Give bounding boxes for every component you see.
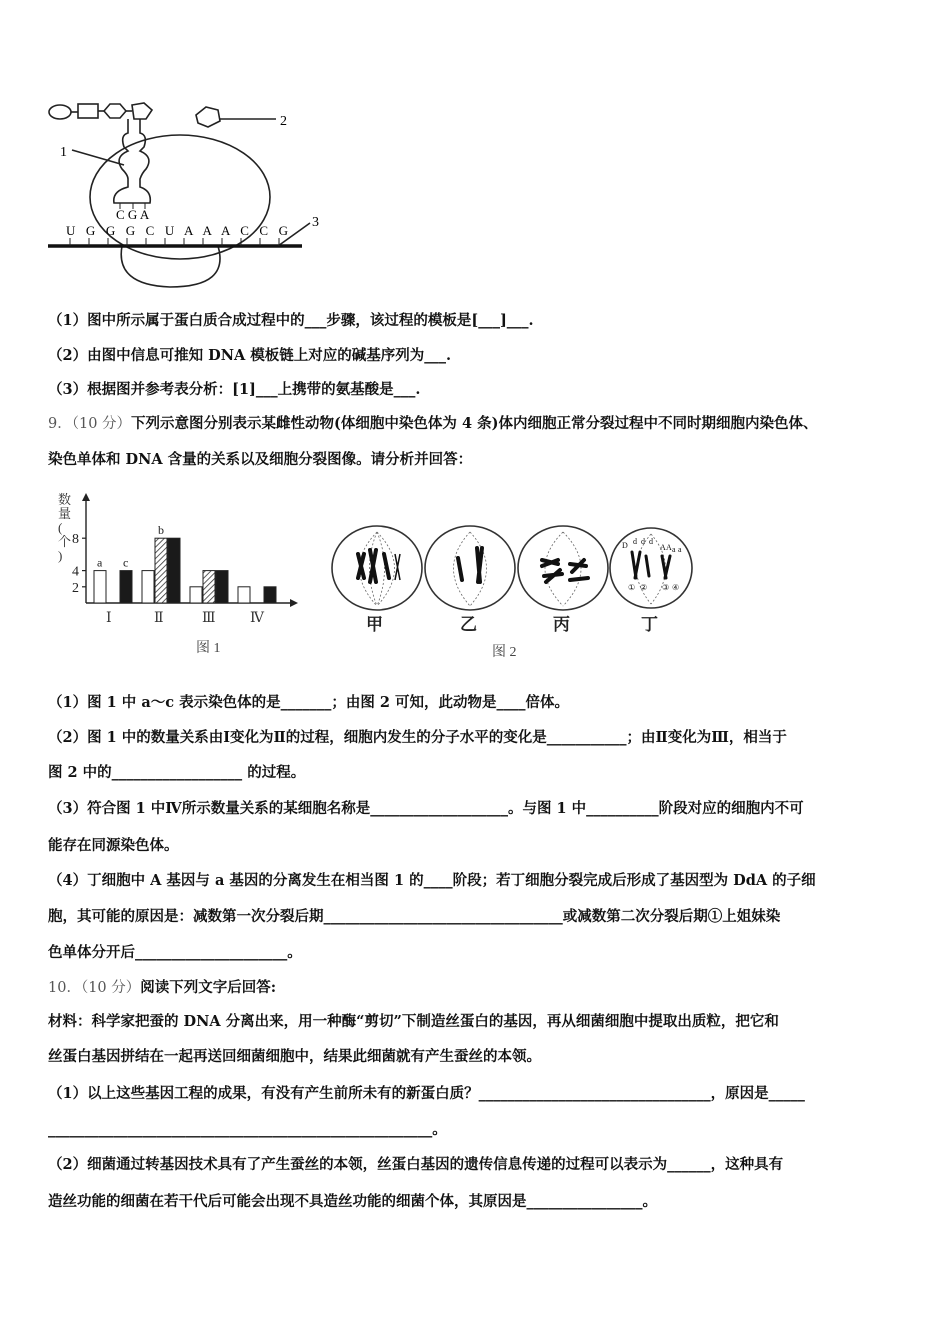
svg-text:A: A <box>660 543 666 552</box>
y-label-char: 个 <box>58 534 72 549</box>
q9-intro-1: 下列示意图分别表示某雌性动物(体细胞中染色体为 4 条)体内细胞正常分裂过程中不同时期细胞内染色体、 <box>131 415 818 432</box>
label-2: 2 <box>280 114 287 129</box>
bar-b-3 <box>203 571 215 603</box>
svg-text:a: a <box>672 545 676 554</box>
q9-score: （10 分） <box>71 416 132 432</box>
q9-number: 9． <box>48 416 72 432</box>
svg-text:a: a <box>678 545 682 554</box>
q9-part-4-line-1: （4）丁细胞中 A 基因与 a 基因的分离发生在相当图 1 的____阶段；若丁细胞分裂完成后形成了基因型为 DdA 的子细 <box>48 872 816 889</box>
amino-acid-3 <box>104 104 126 118</box>
svg-text:d: d <box>649 537 653 546</box>
svg-text:d: d <box>633 537 637 546</box>
series-label-b: b <box>158 523 164 538</box>
q10-number: 10． <box>48 980 81 996</box>
category-label: Ⅰ <box>106 611 112 626</box>
svg-text:③: ③ <box>662 583 670 592</box>
bar-a-3 <box>190 587 202 603</box>
q10-part-1-line-1: （1）以上这些基因工程的成果，有没有产生前所未有的新蛋白质？________________________________，原因是_____ <box>48 1085 805 1102</box>
mrna-sequence: U G G G C U A A A C C G <box>66 223 288 238</box>
category-label: Ⅱ <box>154 611 164 626</box>
amino-acid-1 <box>49 105 71 119</box>
svg-text:④: ④ <box>672 583 680 592</box>
q8-part-1: （1）图中所示属于蛋白质合成过程中的___步骤，该过程的模板是[___]___. <box>48 312 534 329</box>
svg-text:d: d <box>641 537 645 546</box>
svg-text:D: D <box>622 541 628 550</box>
q10-title: 阅读下列文字后回答: <box>140 979 277 996</box>
trna <box>114 119 151 203</box>
cell-label-bing: 丙 <box>553 615 570 634</box>
q10-material-line-2: 丝蛋白基因拼结在一起再送回细菌细胞中，结果此细菌就有产生蚕丝的本领。 <box>48 1048 541 1065</box>
translation-diagram <box>40 95 340 295</box>
amino-acid-2 <box>78 104 98 118</box>
q10-part-1-line-2: _____________________________________________________。 <box>48 1121 447 1138</box>
bar-c-3 <box>216 571 228 603</box>
figure-2-caption: 图 2 <box>492 645 517 660</box>
amino-acid-4 <box>132 103 152 119</box>
q9-part-2-line-1: （2）图 1 中的数量关系由Ⅰ变化为Ⅱ的过程，细胞内发生的分子水平的变化是___________；由Ⅱ变化为Ⅲ，相当于 <box>48 729 787 746</box>
y-axis-label <box>58 492 71 563</box>
q9-part-4-line-2: 胞，其可能的原因是：减数第一次分裂后期_________________________________或减数第二次分裂后期①上姐妹染 <box>48 908 781 925</box>
category-label: Ⅲ <box>202 611 216 626</box>
bar-a-1 <box>94 571 106 603</box>
bar-c-2 <box>168 538 180 603</box>
q10-header <box>48 978 276 998</box>
cell-jia-chromosomes <box>358 550 389 582</box>
label-3: 3 <box>312 215 319 230</box>
label-1: 1 <box>60 145 67 160</box>
bar-c-1 <box>120 571 132 603</box>
bar-b-2 <box>155 538 167 603</box>
bar-c-4 <box>264 587 276 603</box>
cell-label-yi: 乙 <box>460 615 477 634</box>
ribosome-small-subunit <box>121 246 220 287</box>
y-label-char: ( <box>58 520 63 535</box>
q8-part-3: （3）根据图并参考表分析：[1]___上携带的氨基酸是___. <box>48 381 421 398</box>
category-label: Ⅳ <box>250 611 264 626</box>
y-tick-label: 4 <box>72 564 79 580</box>
x-axis-arrow <box>290 599 298 607</box>
y-label-char: 数 <box>58 492 72 507</box>
y-tick-label: 2 <box>72 580 79 596</box>
q9-intro-2: 染色单体和 DNA 含量的关系以及细胞分裂图像。请分析并回答： <box>48 451 473 468</box>
svg-text:A: A <box>666 543 672 552</box>
bar-a-4 <box>238 587 250 603</box>
svg-text:①: ① <box>628 583 636 592</box>
cell-yi-outline <box>425 526 515 610</box>
amino-acid-free <box>196 107 220 127</box>
bar-a-2 <box>142 571 154 603</box>
q9-part-1: （1）图 1 中 a～c 表示染色体的是_______；由图 2 可知，此动物是____倍体。 <box>48 694 570 711</box>
ribosome-large-subunit <box>90 135 270 259</box>
cell-ding-chromosomes <box>632 552 670 578</box>
q10-part-2-line-2: 造丝功能的细菌在若干代后可能会出现不具造丝功能的细菌个体，其原因是________________。 <box>48 1193 657 1210</box>
cell-yi-chromosomes <box>458 548 482 582</box>
y-tick-label: 8 <box>72 532 79 548</box>
q9-part-3-line-1: （3）符合图 1 中Ⅳ所示数量关系的某细胞名称是___________________。与图 1 中__________阶段对应的细胞内不可 <box>48 800 804 817</box>
figure-1-caption: 图 1 <box>196 641 221 656</box>
y-label-char: ) <box>58 548 63 563</box>
cell-label-jia: 甲 <box>366 615 383 634</box>
cell-bing-outline <box>518 526 608 610</box>
q8-part-2: （2）由图中信息可推知 DNA 模板链上对应的碱基序列为___. <box>48 347 452 364</box>
y-label-char: 量 <box>58 506 72 521</box>
q9-part-4-line-3: 色单体分开后_____________________。 <box>48 944 302 961</box>
q10-material-line-1: 材料：科学家把蚕的 DNA 分离出来，用一种酶“剪切”下制造丝蛋白的基因，再从细菌细胞中提取出质粒，把它和 <box>48 1013 779 1030</box>
q9-header <box>48 414 817 434</box>
cell-label-ding: 丁 <box>641 615 658 634</box>
anticodon: C G A <box>116 207 150 222</box>
figure-2-cell-images <box>322 520 702 665</box>
svg-text:②: ② <box>640 583 648 592</box>
series-label-a: a <box>97 555 103 570</box>
q10-part-2-line-1: （2）细菌通过转基因技术具有了产生蚕丝的本领，丝蛋白基因的遗传信息传递的过程可以表示为______，这种具有 <box>48 1156 784 1173</box>
figure-1-bar-chart <box>48 490 308 665</box>
q9-part-3-line-2: 能存在同源染色体。 <box>48 837 179 854</box>
q9-part-2-line-2: 图 2 中的__________________ 的过程。 <box>48 764 306 781</box>
y-axis-arrow <box>82 493 90 501</box>
series-label-c: c <box>123 555 129 570</box>
cell-jia-outline <box>332 526 422 610</box>
q10-score: （10 分） <box>80 980 141 996</box>
